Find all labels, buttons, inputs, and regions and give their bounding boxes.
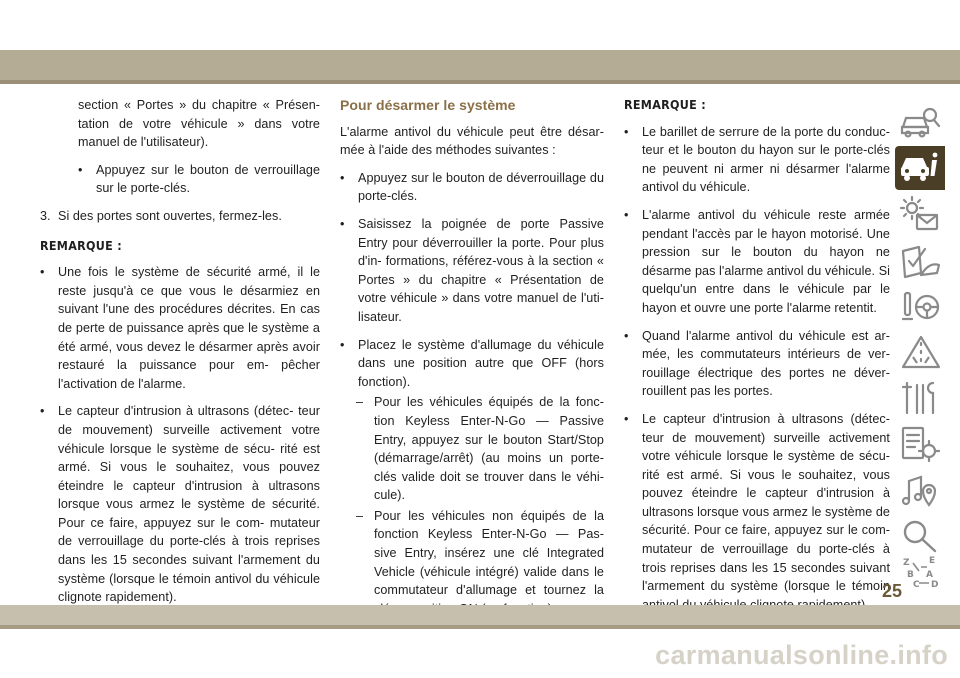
footer-band [0,605,960,625]
index-letter: Z [903,558,910,568]
watermark: carmanualsonline.info [655,640,948,670]
tab-warning-lights[interactable] [895,192,945,236]
method-bullet: • Appuyez sur le bouton de déverrouillage du porte-clés. [340,169,604,206]
tab-checklist[interactable] [895,422,945,466]
method-bullet: • Saisissez la poignée de porte Passive Entry pour déverrouiller la porte. Pour plus d'in- formations, référez-vous à la section « Portes » du chapitre « Présentation de votre véhicule » dans votre manuel de l'uti- lisateur. [340,215,604,327]
section-heading: Pour désarmer le système [340,97,516,113]
step-3 [40,207,320,226]
column-1 [40,96,320,616]
index-letter: A [926,570,933,580]
note-label: REMARQUE : [624,97,706,112]
step-number: 3. [40,208,51,223]
dash-item: – Pour les véhicules équipés de la fonc- tion Keyless Enter-N-Go — Passive Entry, appuyez sur le bouton Start/Stop (démarrage/arrêt) (au moins un porte- clés valide doit se trouver dans le véhi- cule). [340,393,604,505]
page-number: 25 [881,581,903,601]
tab-steering-wheel[interactable] [895,284,945,328]
media-location-icon [899,471,941,509]
index-letter: D [931,580,939,590]
tab-tools[interactable] [895,376,945,420]
intro-text: L'alarme antivol du véhicule peut être désar- mée à l'aide des méthodes suivantes : [340,124,604,158]
index-letter: B [907,570,914,580]
tools-icon [899,379,941,417]
car-info-icon [899,149,941,187]
note-bullet: • Le capteur d'intrusion à ultrasons (détec- teur de mouvement) surveille activement votre véhicule lorsque le système de sécu- rité est armé. Si vous le souhaitez, vous pouvez éteindre le capteur d'intrusion à ultrasons lorsque vous armez le système de sécurité. Pour ce faire, appuyez sur le com- mutateur de verrouillage du porte-clés à trois reprises dans les 15 secondes suivant l'armement du système (lorsque le témoin [624,410,890,615]
tab-hazard[interactable] [895,330,945,374]
note-bullet: • Quand l'alarme antivol du véhicule est ar- mée, les commutateurs intérieurs de ver- rouillage électrique des portes ne déver- rouillent pas les portes. [624,327,890,401]
column-3 [624,96,890,623]
continued-text: section « Portes » du chapitre « Présen- tation de votre véhicule » dans votre manuel de l'utilisateur). [78,98,320,150]
warning-lights-message-icon [899,195,941,233]
car-search-icon [899,103,941,141]
header-band [0,50,960,80]
column-2 [340,96,604,620]
note-bullet: • Une fois le système de sécurité armé, il le reste jusqu'à ce que vous le désarmiez en suivant l'une des procédures décrites. En cas de perte de puissance après que le système a été armé, vous devez le désarmer après avoir restauré la puissance pour em- pêcher l'activation de l'alarme. [40,263,320,393]
step-text: Si des portes sont ouvertes, fermez-les. [58,208,282,223]
car-check-icon [899,241,941,279]
tab-media[interactable] [895,468,945,512]
note-bullet: • Le barillet de serrure de la porte du conduc- teur et le bouton du hayon sur le porte-clés ne peuvent ni armer ni désarmer l'alarme antivol du véhicule. [624,123,890,197]
index-letter: E [929,556,936,566]
sub-bullet: • Appuyez sur le bouton de verrouillage sur le porte-clés. [40,161,320,198]
dash-item: – Pour les véhicules non équipés de la fonction Keyless Enter-N-Go — Pas- sive Entry, insérez une clé Integrated Vehicle (véhicule intégré) valide dans le commutateur d'allumage et tournez la [340,507,604,619]
method-bullet: • Placez le système d'allumage du véhicule dans une position autre que OFF (hors fonction). [340,336,604,392]
index-letter: C [913,580,920,590]
note-bullet: • Le capteur d'intrusion à ultrasons (détec- teur de mouvement) surveille activement votre véhicule lorsque le système de sécu- rité est armé. Si vous le souhaitez, vous pouvez éteindre le capteur d'intrusion à ultrasons lorsque vous armez le système de sécurité. Pour ce faire, appuyez sur le com- mutateur de verrouillage du porte-clés à trois reprises dans les 15 secondes suivant l'armement du système (lorsque le témoin antivol du véhicule clignote rapidement). [40,402,320,607]
footer-band-line [0,625,960,629]
chapter-tabs [895,100,945,590]
hazard-road-icon [899,333,941,371]
note-bullet: • L'alarme antivol du véhicule reste armée pendant l'accès par le hayon motorisé. Une pression sur le bouton du hayon ne désarme pas l'alarme antivol du véhicule. Si quelqu'un entre dans le véhicule par le hayon et ouvre une porte l'alarme retentit. [624,206,890,318]
tab-car-info[interactable] [895,146,945,190]
steering-wheel-icon [899,287,941,325]
tab-car-search[interactable] [895,100,945,144]
tab-car-check[interactable] [895,238,945,282]
header-band-line [0,80,960,84]
note-label: REMARQUE : [40,237,122,253]
checklist-gear-icon [899,425,941,463]
